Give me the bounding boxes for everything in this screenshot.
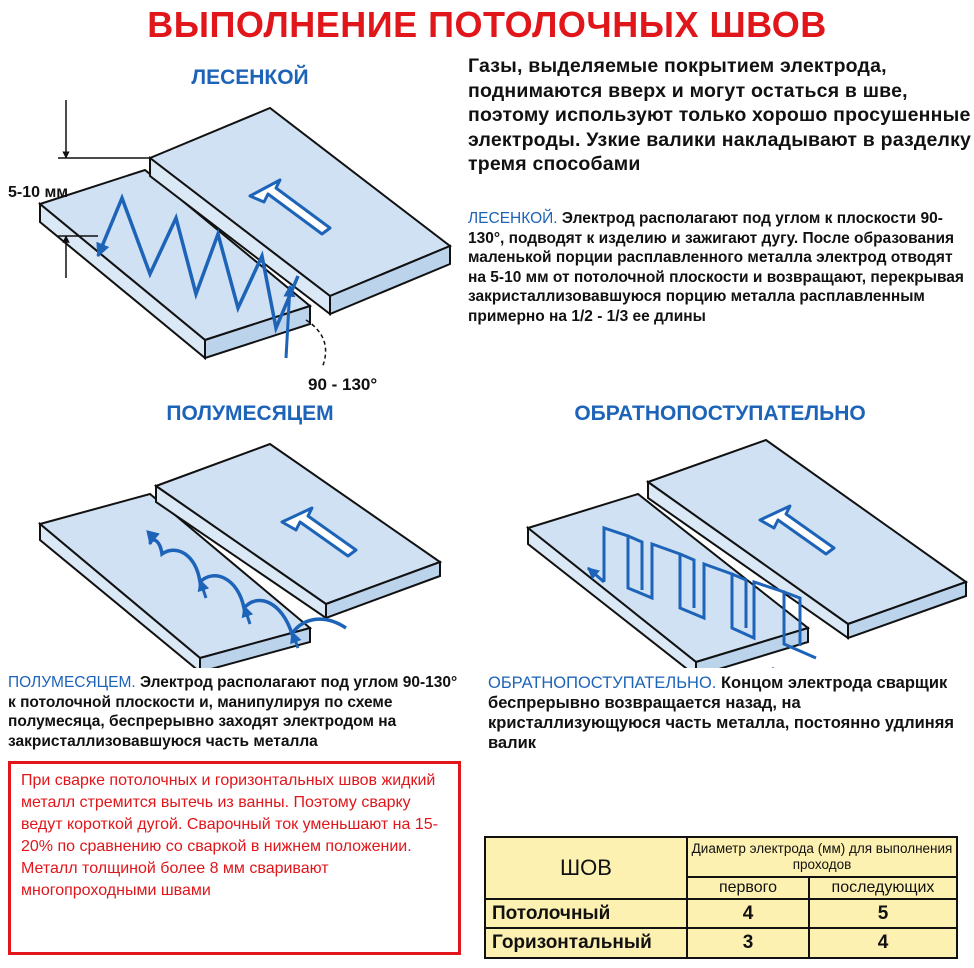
dimension-label: 5-10 мм [8, 184, 69, 201]
row-first: 3 [687, 928, 809, 958]
col-first-header: первого [687, 877, 809, 899]
row-seam: Потолочный [485, 899, 687, 928]
col-seam-header: ШОВ [485, 837, 687, 899]
crescent-description [8, 673, 468, 751]
crescent-diagram [0, 432, 470, 668]
electrode-table [484, 836, 958, 959]
ladder-text: Электрод располагают под углом к плоскости 90-130°, подводят к изделию и зажигают дугу. После образования маленькой порции расплавленного металла электрод отводят на 5-10 мм от потолочной плоскости и возвращают, перекрывая закристаллизовавшуюся порцию металла расплавленным примерно на 1/2 - 1/3 ее длины [468, 210, 964, 325]
row-next: 5 [809, 899, 957, 928]
ladder-description [468, 209, 972, 327]
backforth-diagram [488, 432, 974, 668]
page-title: ВЫПОЛНЕНИЕ ПОТОЛОЧНЫХ ШВОВ [147, 4, 827, 45]
heading-ladder: ЛЕСЕНКОЙ [191, 66, 309, 89]
backforth-term: ОБРАТНОПОСТУПАТЕЛЬНО. [488, 674, 717, 692]
ladder-diagram [0, 96, 460, 396]
col-diameter-header: Диаметр электрода (мм) для выполнения проходов [687, 837, 957, 877]
row-next: 4 [809, 928, 957, 958]
warning-box: При сварке потолочных и горизонтальных швов жидкий металл стремится вытечь из ванны. Поэтому сварку ведут короткой дугой. Сварочный ток уменьшают на 15-20% по сравнению со сваркой в нижнем положении. Металл толщиной более 8 мм сваривают многопроходными швами [8, 761, 461, 955]
crescent-term: ПОЛУМЕСЯЦЕМ. [8, 674, 136, 691]
heading-backforth: ОБРАТНОПОСТУПАТЕЛЬНО [574, 402, 866, 425]
row-first: 4 [687, 899, 809, 928]
backforth-text: Концом электрода сварщик беспрерывно возвращается назад, на кристаллизующуюся часть металла, постоянно удлиняя валик [488, 674, 954, 752]
crescent-text: Электрод располагают под углом 90-130° к потолочной плоскости и, манипулируя по схеме полумесяца, беспрерывно заходят электродом на закристаллизовавшуюся часть металла [8, 674, 458, 750]
angle-label: 90 - 130° [308, 375, 378, 394]
col-next-header: последующих [809, 877, 957, 899]
angle-arc [306, 320, 326, 368]
heading-crescent: ПОЛУМЕСЯЦЕМ [166, 402, 334, 425]
ladder-term: ЛЕСЕНКОЙ. [468, 210, 558, 227]
row-seam: Горизонтальный [485, 928, 687, 958]
backforth-description [488, 673, 972, 753]
intro-text: Газы, выделяемые покрытием электрода, поднимаются вверх и могут остаться в шве, поэтому используют только хорошо просушенные электроды. Узкие валики накладывают в разделку тремя способами [468, 55, 972, 175]
